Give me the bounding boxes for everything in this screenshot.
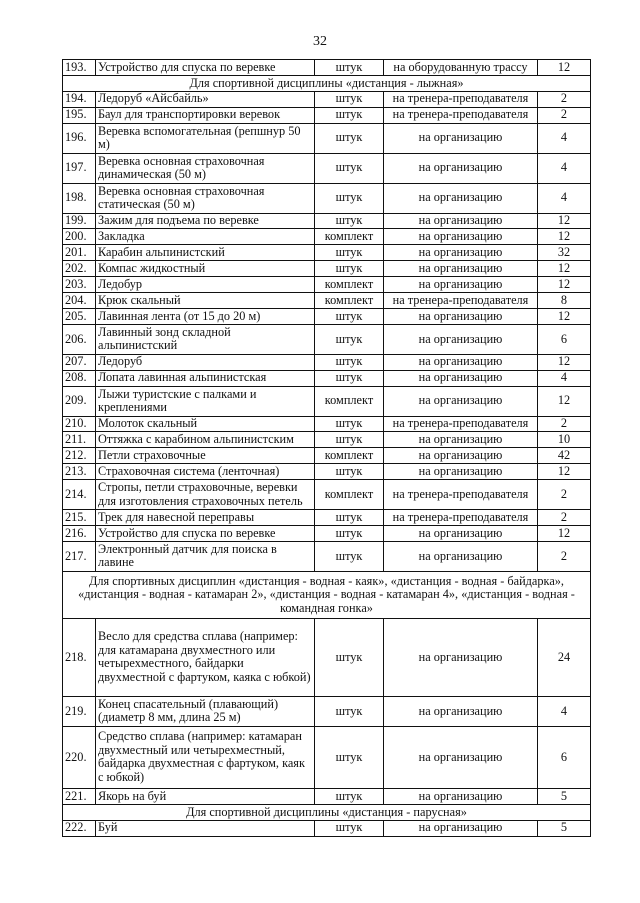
item-name: Лопата лавинная альпинистская [96, 370, 315, 386]
item-quantity: 42 [538, 448, 591, 464]
item-name: Ледоруб «Айсбайль» [96, 91, 315, 107]
item-name: Веревка основная страховочная динамическая (50 м) [96, 153, 315, 183]
item-unit: штук [315, 183, 384, 213]
item-number: 209. [63, 386, 96, 416]
item-name: Веревка вспомогательная (репшнур 50 м) [96, 123, 315, 153]
table-row [63, 432, 591, 448]
item-number: 219. [63, 696, 96, 726]
item-norm: на тренера-преподавателя [384, 480, 538, 510]
item-quantity: 12 [538, 354, 591, 370]
item-quantity: 6 [538, 324, 591, 354]
item-number: 200. [63, 229, 96, 245]
item-unit: штук [315, 60, 384, 76]
item-number: 207. [63, 354, 96, 370]
item-number: 222. [63, 820, 96, 836]
item-unit: комплект [315, 277, 384, 293]
item-unit: штук [315, 324, 384, 354]
item-name: Веревка основная страховочная статическая (50 м) [96, 183, 315, 213]
item-unit: штук [315, 618, 384, 696]
item-norm: на организацию [384, 354, 538, 370]
table-row [63, 696, 591, 726]
item-name: Карабин альпинистский [96, 245, 315, 261]
item-norm: на организацию [384, 183, 538, 213]
table-row [63, 464, 591, 480]
item-quantity: 5 [538, 788, 591, 804]
item-quantity: 2 [538, 416, 591, 432]
item-unit: штук [315, 788, 384, 804]
item-number: 221. [63, 788, 96, 804]
table-row [63, 788, 591, 804]
item-unit: штук [315, 820, 384, 836]
item-number: 214. [63, 480, 96, 510]
section-title: Для спортивной дисциплины «дистанция - парусная» [63, 804, 591, 820]
item-name: Крюк скальный [96, 293, 315, 309]
item-quantity: 2 [538, 510, 591, 526]
item-quantity: 2 [538, 107, 591, 123]
item-quantity: 4 [538, 153, 591, 183]
table-row [63, 60, 591, 76]
item-number: 202. [63, 261, 96, 277]
item-number: 217. [63, 541, 96, 571]
table-row [63, 354, 591, 370]
item-unit: штук [315, 696, 384, 726]
item-norm: на организацию [384, 464, 538, 480]
item-unit: штук [315, 464, 384, 480]
table-row [63, 245, 591, 261]
item-number: 198. [63, 183, 96, 213]
item-unit: штук [315, 245, 384, 261]
item-quantity: 6 [538, 726, 591, 788]
section-title: Для спортивной дисциплины «дистанция - лыжная» [63, 75, 591, 91]
item-number: 210. [63, 416, 96, 432]
table-row [63, 480, 591, 510]
item-number: 215. [63, 510, 96, 526]
item-name: Страховочная система (ленточная) [96, 464, 315, 480]
item-name: Оттяжка с карабином альпинистским [96, 432, 315, 448]
item-unit: комплект [315, 386, 384, 416]
item-norm: на организацию [384, 308, 538, 324]
item-number: 196. [63, 123, 96, 153]
item-norm: на организацию [384, 432, 538, 448]
item-number: 197. [63, 153, 96, 183]
item-quantity: 2 [538, 480, 591, 510]
item-name: Лавинная лента (от 15 до 20 м) [96, 308, 315, 324]
item-unit: штук [315, 107, 384, 123]
item-unit: штук [315, 432, 384, 448]
table-row [63, 726, 591, 788]
item-norm: на организацию [384, 788, 538, 804]
item-quantity: 2 [538, 541, 591, 571]
equipment-table-body [63, 60, 591, 837]
item-number: 204. [63, 293, 96, 309]
item-name: Зажим для подъема по веревке [96, 213, 315, 229]
item-quantity: 12 [538, 526, 591, 542]
item-norm: на тренера-преподавателя [384, 293, 538, 309]
item-number: 201. [63, 245, 96, 261]
item-name: Устройство для спуска по веревке [96, 60, 315, 76]
item-quantity: 8 [538, 293, 591, 309]
table-row [63, 370, 591, 386]
item-quantity: 12 [538, 308, 591, 324]
table-row [63, 213, 591, 229]
item-name: Петли страховочные [96, 448, 315, 464]
item-number: 218. [63, 618, 96, 696]
item-unit: штук [315, 153, 384, 183]
item-unit: штук [315, 726, 384, 788]
item-name: Стропы, петли страховочные, веревки для изготовления страховочных петель [96, 480, 315, 510]
page-number: 32 [313, 34, 327, 49]
item-number: 205. [63, 308, 96, 324]
item-norm: на организацию [384, 386, 538, 416]
item-norm: на организацию [384, 229, 538, 245]
item-name: Ледоруб [96, 354, 315, 370]
item-unit: штук [315, 354, 384, 370]
item-quantity: 4 [538, 370, 591, 386]
item-number: 199. [63, 213, 96, 229]
item-quantity: 12 [538, 213, 591, 229]
item-unit: штук [315, 510, 384, 526]
section-header-row [63, 75, 591, 91]
item-number: 212. [63, 448, 96, 464]
section-header-row [63, 804, 591, 820]
item-name: Электронный датчик для поиска в лавине [96, 541, 315, 571]
equipment-table [62, 59, 591, 837]
item-name: Баул для транспортировки веревок [96, 107, 315, 123]
item-quantity: 4 [538, 123, 591, 153]
item-unit: штук [315, 541, 384, 571]
item-quantity: 12 [538, 261, 591, 277]
item-norm: на организацию [384, 213, 538, 229]
item-unit: комплект [315, 229, 384, 245]
table-row [63, 541, 591, 571]
item-number: 216. [63, 526, 96, 542]
item-norm: на организацию [384, 261, 538, 277]
item-name: Лыжи туристские с палками и креплениями [96, 386, 315, 416]
table-row [63, 416, 591, 432]
table-row [63, 261, 591, 277]
table-row [63, 324, 591, 354]
item-number: 194. [63, 91, 96, 107]
item-quantity: 12 [538, 386, 591, 416]
item-norm: на организацию [384, 448, 538, 464]
item-name: Трек для навесной переправы [96, 510, 315, 526]
item-norm: на организацию [384, 726, 538, 788]
item-unit: комплект [315, 448, 384, 464]
item-name: Молоток скальный [96, 416, 315, 432]
item-norm: на организацию [384, 245, 538, 261]
table-row [63, 820, 591, 836]
item-name: Лавинный зонд складной альпинистский [96, 324, 315, 354]
table-row [63, 107, 591, 123]
item-number: 195. [63, 107, 96, 123]
table-row [63, 618, 591, 696]
item-quantity: 5 [538, 820, 591, 836]
item-name: Компас жидкостный [96, 261, 315, 277]
item-name: Ледобур [96, 277, 315, 293]
item-norm: на организацию [384, 541, 538, 571]
item-unit: штук [315, 526, 384, 542]
item-unit: штук [315, 416, 384, 432]
item-norm: на тренера-преподавателя [384, 91, 538, 107]
table-row [63, 526, 591, 542]
item-name: Буй [96, 820, 315, 836]
item-unit: комплект [315, 293, 384, 309]
table-row [63, 183, 591, 213]
item-number: 203. [63, 277, 96, 293]
item-unit: комплект [315, 480, 384, 510]
item-norm: на тренера-преподавателя [384, 510, 538, 526]
table-row [63, 293, 591, 309]
table-row [63, 448, 591, 464]
table-row [63, 123, 591, 153]
item-name: Якорь на буй [96, 788, 315, 804]
item-quantity: 10 [538, 432, 591, 448]
table-row [63, 153, 591, 183]
table-row [63, 277, 591, 293]
item-unit: штук [315, 123, 384, 153]
table-row [63, 91, 591, 107]
section-header-row [63, 571, 591, 618]
item-quantity: 12 [538, 229, 591, 245]
item-norm: на организацию [384, 526, 538, 542]
table-row [63, 510, 591, 526]
item-number: 206. [63, 324, 96, 354]
item-norm: на организацию [384, 618, 538, 696]
item-number: 193. [63, 60, 96, 76]
item-norm: на организацию [384, 696, 538, 726]
item-number: 211. [63, 432, 96, 448]
item-name: Весло для средства сплава (например: для катамарана двухместного или четырехместного, байдарки двухместной с фартуком, каяка с юбкой) [96, 618, 315, 696]
item-norm: на организацию [384, 153, 538, 183]
item-quantity: 4 [538, 696, 591, 726]
item-name: Закладка [96, 229, 315, 245]
item-norm: на оборудованную трассу [384, 60, 538, 76]
item-unit: штук [315, 261, 384, 277]
item-norm: на тренера-преподавателя [384, 107, 538, 123]
table-row [63, 308, 591, 324]
item-unit: штук [315, 370, 384, 386]
item-unit: штук [315, 213, 384, 229]
item-norm: на тренера-преподавателя [384, 416, 538, 432]
item-unit: штук [315, 308, 384, 324]
item-norm: на организацию [384, 370, 538, 386]
item-quantity: 4 [538, 183, 591, 213]
item-quantity: 32 [538, 245, 591, 261]
item-quantity: 12 [538, 464, 591, 480]
item-unit: штук [315, 91, 384, 107]
item-norm: на организацию [384, 324, 538, 354]
item-number: 213. [63, 464, 96, 480]
item-quantity: 12 [538, 60, 591, 76]
item-quantity: 2 [538, 91, 591, 107]
item-number: 220. [63, 726, 96, 788]
item-name: Конец спасательный (плавающий) (диаметр 8 мм, длина 25 м) [96, 696, 315, 726]
table-row [63, 229, 591, 245]
section-title: Для спортивных дисциплин «дистанция - водная - каяк», «дистанция - водная - байдарка», «дистанция - водная - катамаран 2», «дистанция - водная - катамаран 4», «дистанция - водная - командная гонка» [63, 571, 591, 618]
item-quantity: 24 [538, 618, 591, 696]
item-quantity: 12 [538, 277, 591, 293]
item-norm: на организацию [384, 820, 538, 836]
table-row [63, 386, 591, 416]
item-norm: на организацию [384, 277, 538, 293]
item-name: Устройство для спуска по веревке [96, 526, 315, 542]
item-number: 208. [63, 370, 96, 386]
item-name: Средство сплава (например: катамаран двухместный или четырехместный, байдарка двухместная с фартуком, каяк с юбкой) [96, 726, 315, 788]
item-norm: на организацию [384, 123, 538, 153]
